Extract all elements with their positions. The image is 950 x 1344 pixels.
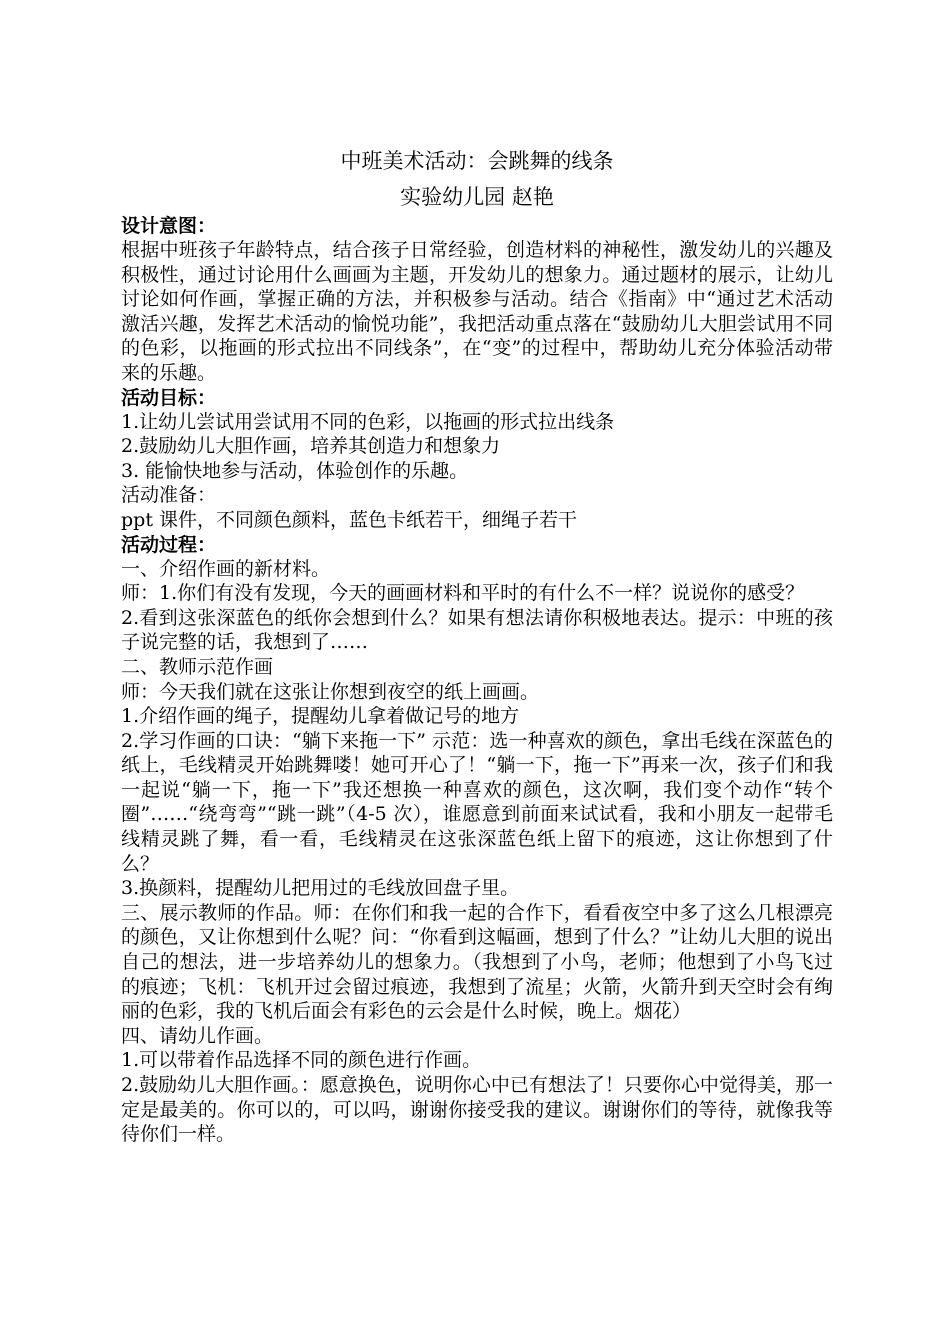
document-author: 实验幼儿园 赵艳: [400, 185, 554, 209]
process-step: 2.学习作画的口诀：“躺下来拖一下” 示范：选一种喜欢的颜色，拿出毛线在深蓝色的纸上，毛线精灵开始跳舞喽！她可开心了！“躺一下，拖一下”再来一次，孩子们和我一起说“躺一下，拖一下”我还想换一种喜欢的颜色，这次啊，我们变个动作“转个圈”……“绕弯弯”“跳一跳”（4-5 次），谁愿意到前面来试试看，我和小朋友一起带毛线精灵跳了舞，看一看，毛线精灵在这张深蓝色纸上留下的痕迹，这让你想到了什么？: [121, 729, 833, 875]
process-step: 一、介绍作画的新材料。: [121, 557, 331, 580]
design-intent-text: 根据中班孩子年龄特点，结合孩子日常经验，创造材料的神秘性，激发幼儿的兴趣及积极性，通过讨论用什么画画为主题，开发幼儿的想象力。通过题材的展示，让幼儿讨论如何作画，掌握正确的方法，并积极参与活动。结合《指南》中“通过艺术活动激活兴趣，发挥艺术活动的愉悦功能”，我把活动重点落在“鼓励幼儿大胆尝试用不同的色彩，以拖画的形式拉出不同线条”，在“变”的过程中，帮助幼儿充分体验活动带来的乐趣。: [121, 239, 833, 384]
process-step: 师：1.你们有没有发现，今天的画画材料和平时的有什么不一样？说说你的感受？: [121, 582, 805, 605]
goals-heading: 活动目标：: [121, 386, 217, 409]
document-body: [121, 144, 833, 1147]
preparation-text: ppt 课件，不同颜色颜料，蓝色卡纸若干，细绳子若干: [121, 508, 578, 531]
process-step: 师：今天我们就在这张让你想到夜空的纸上画画。: [121, 680, 540, 703]
goal-item: 1.让幼儿尝试用尝试用不同的色彩，以拖画的形式拉出线条: [121, 410, 615, 433]
document-title: 中班美术活动：会跳舞的线条: [340, 149, 614, 173]
design-intent-heading: 设计意图：: [121, 215, 217, 237]
process-step: 二、教师示范作画: [121, 655, 274, 678]
process-step: 四、请幼儿作画。: [121, 1024, 274, 1047]
process-step: 1.介绍作画的绳子，提醒幼儿拿着做记号的地方: [121, 705, 520, 728]
goal-item: 2.鼓励幼儿大胆作画，培养其创造力和想象力: [121, 435, 501, 458]
process-step: 3.换颜料，提醒幼儿把用过的毛线放回盘子里。: [121, 877, 520, 900]
process-step: 2.看到这张深蓝色的纸你会想到什么？如果有想法请你积极地表达。提示：中班的孩子说完整的话，我想到了……: [121, 606, 833, 654]
goal-item: 3. 能愉快地参与活动，体验创作的乐趣。: [121, 459, 469, 482]
process-heading: 活动过程：: [121, 533, 217, 556]
process-step: 1.可以带着作品选择不同的颜色进行作画。: [121, 1049, 482, 1072]
process-step: 2.鼓励幼儿大胆作画。：愿意换色，说明你心中已有想法了！只要你心中觉得美，那一定是最美的。你可以的，可以吗，谢谢你接受我的建议。谢谢你们的等待，就像我等待你们一样。: [121, 1074, 833, 1146]
preparation-heading: 活动准备：: [121, 484, 217, 507]
process-step: 三、展示教师的作品。师：在你们和我一起的合作下，看看夜空中多了这么几根漂亮的颜色，又让你想到什么呢？问：“你看到这幅画，想到了什么？”让幼儿大胆的说出自己的想法，进一步培养幼儿的想象力。（我想到了小鸟，老师；他想到了小鸟飞过的痕迹；飞机：飞机开过会留过痕迹，我想到了流星；火箭，火箭升到天空时会有绚丽的色彩，我的飞机后面会有彩色的云会是什么时候，晚上。烟花）: [121, 901, 833, 1023]
